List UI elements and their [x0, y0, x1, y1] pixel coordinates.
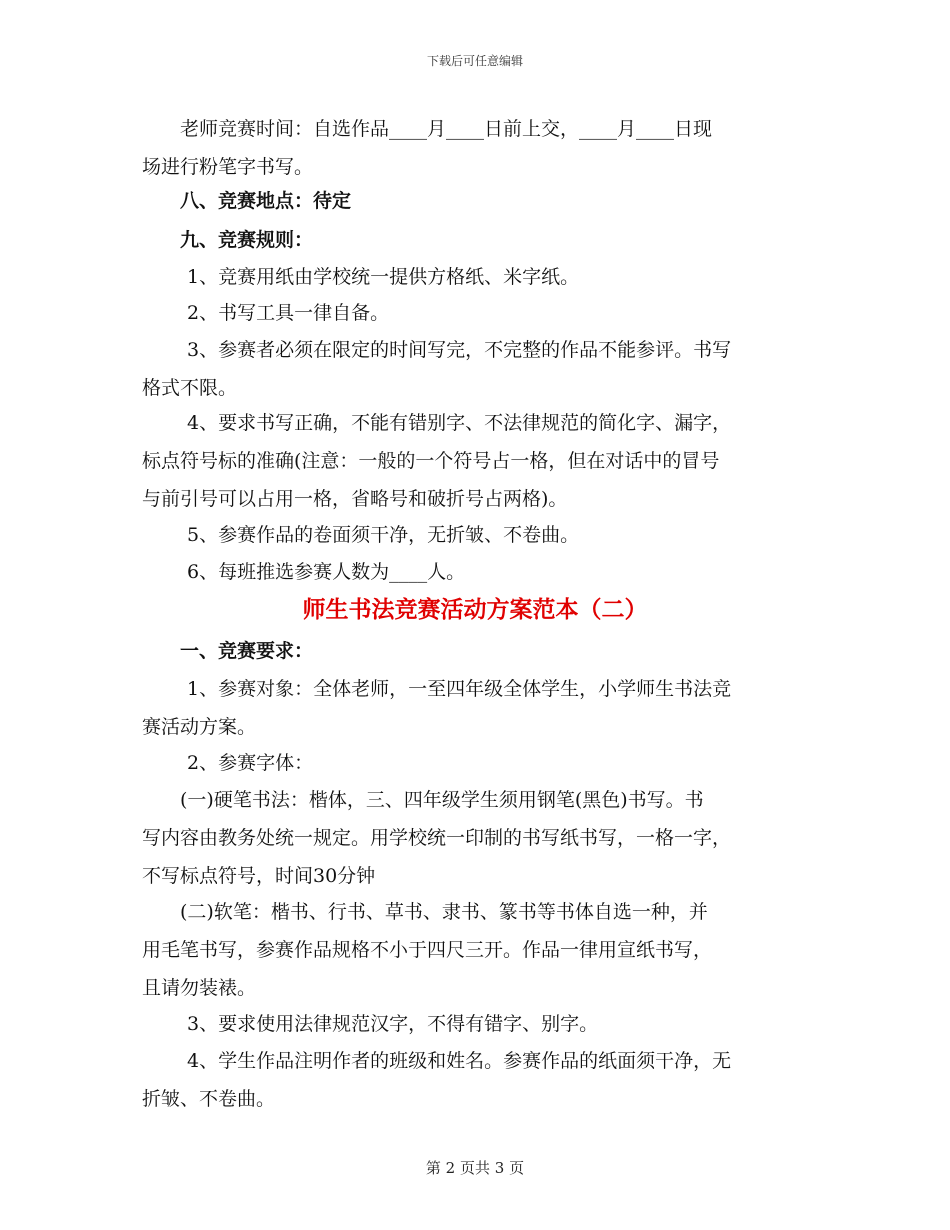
requirement-item-4: 4、学生作品注明作者的班级和姓名。参赛作品的纸面须干净，无 折皱、不卷曲。	[142, 1050, 732, 1110]
rule-item-4: 4、要求书写正确，不能有错别字、不法律规范的简化字、漏字， 标点符号标的准确(注意：一般的一个符号占一格，但在对话中的冒号 与前引号可以占用一格，省略号和破折号占两格)。	[142, 412, 732, 510]
requirement-item-3: 3、要求使用法律规范汉字，不得有错字、别字。	[187, 1013, 599, 1035]
heading-competition-rules: 九、竞赛规则：	[142, 229, 314, 251]
requirement-hard-pen: (一)硬笔书法：楷体，三、四年级学生须用钢笔(黑色)书写。书 写内容由教务处统一规定。用学校统一印制的书写纸书写，一格一字， 不写标点符号，时间30分钟	[142, 789, 732, 887]
page-header: 下载后可任意编辑	[426, 54, 523, 68]
requirement-soft-pen: (二)软笔：楷书、行书、草书、隶书、篆书等书体自选一种，并 用毛笔书写，参赛作品规格不小于四尺三开。作品一律用宣纸书写， 且请勿装裱。	[142, 901, 713, 999]
heading-competition-requirements: 一、竞赛要求：	[142, 640, 314, 662]
rule-item-2: 2、书写工具一律自备。	[187, 302, 390, 324]
page-footer: 第 2 页共 3 页	[425, 1159, 525, 1177]
section-title: 师生书法竞赛活动方案范本（二）	[302, 596, 648, 623]
requirement-item-2: 2、参赛字体：	[187, 752, 314, 774]
rule-item-6: 6、每班推选参赛人数为____人。	[187, 561, 466, 583]
paragraph-competition-time: 老师竞赛时间：自选作品____月____日前上交，____月____日现 场进行粉笔字书写。	[142, 118, 713, 178]
rule-item-5: 5、参赛作品的卷面须干净，无折皱、不卷曲。	[187, 524, 580, 546]
rule-item-1: 1、竞赛用纸由学校统一提供方格纸、米字纸。	[187, 266, 580, 288]
rule-item-3: 3、参赛者必须在限定的时间写完，不完整的作品不能参评。书写 格式不限。	[142, 339, 732, 399]
heading-competition-venue: 八、竞赛地点：待定	[142, 190, 352, 212]
requirement-item-1: 1、参赛对象：全体老师，一至四年级全体学生，小学师生书法竞 赛活动方案。	[142, 678, 732, 738]
